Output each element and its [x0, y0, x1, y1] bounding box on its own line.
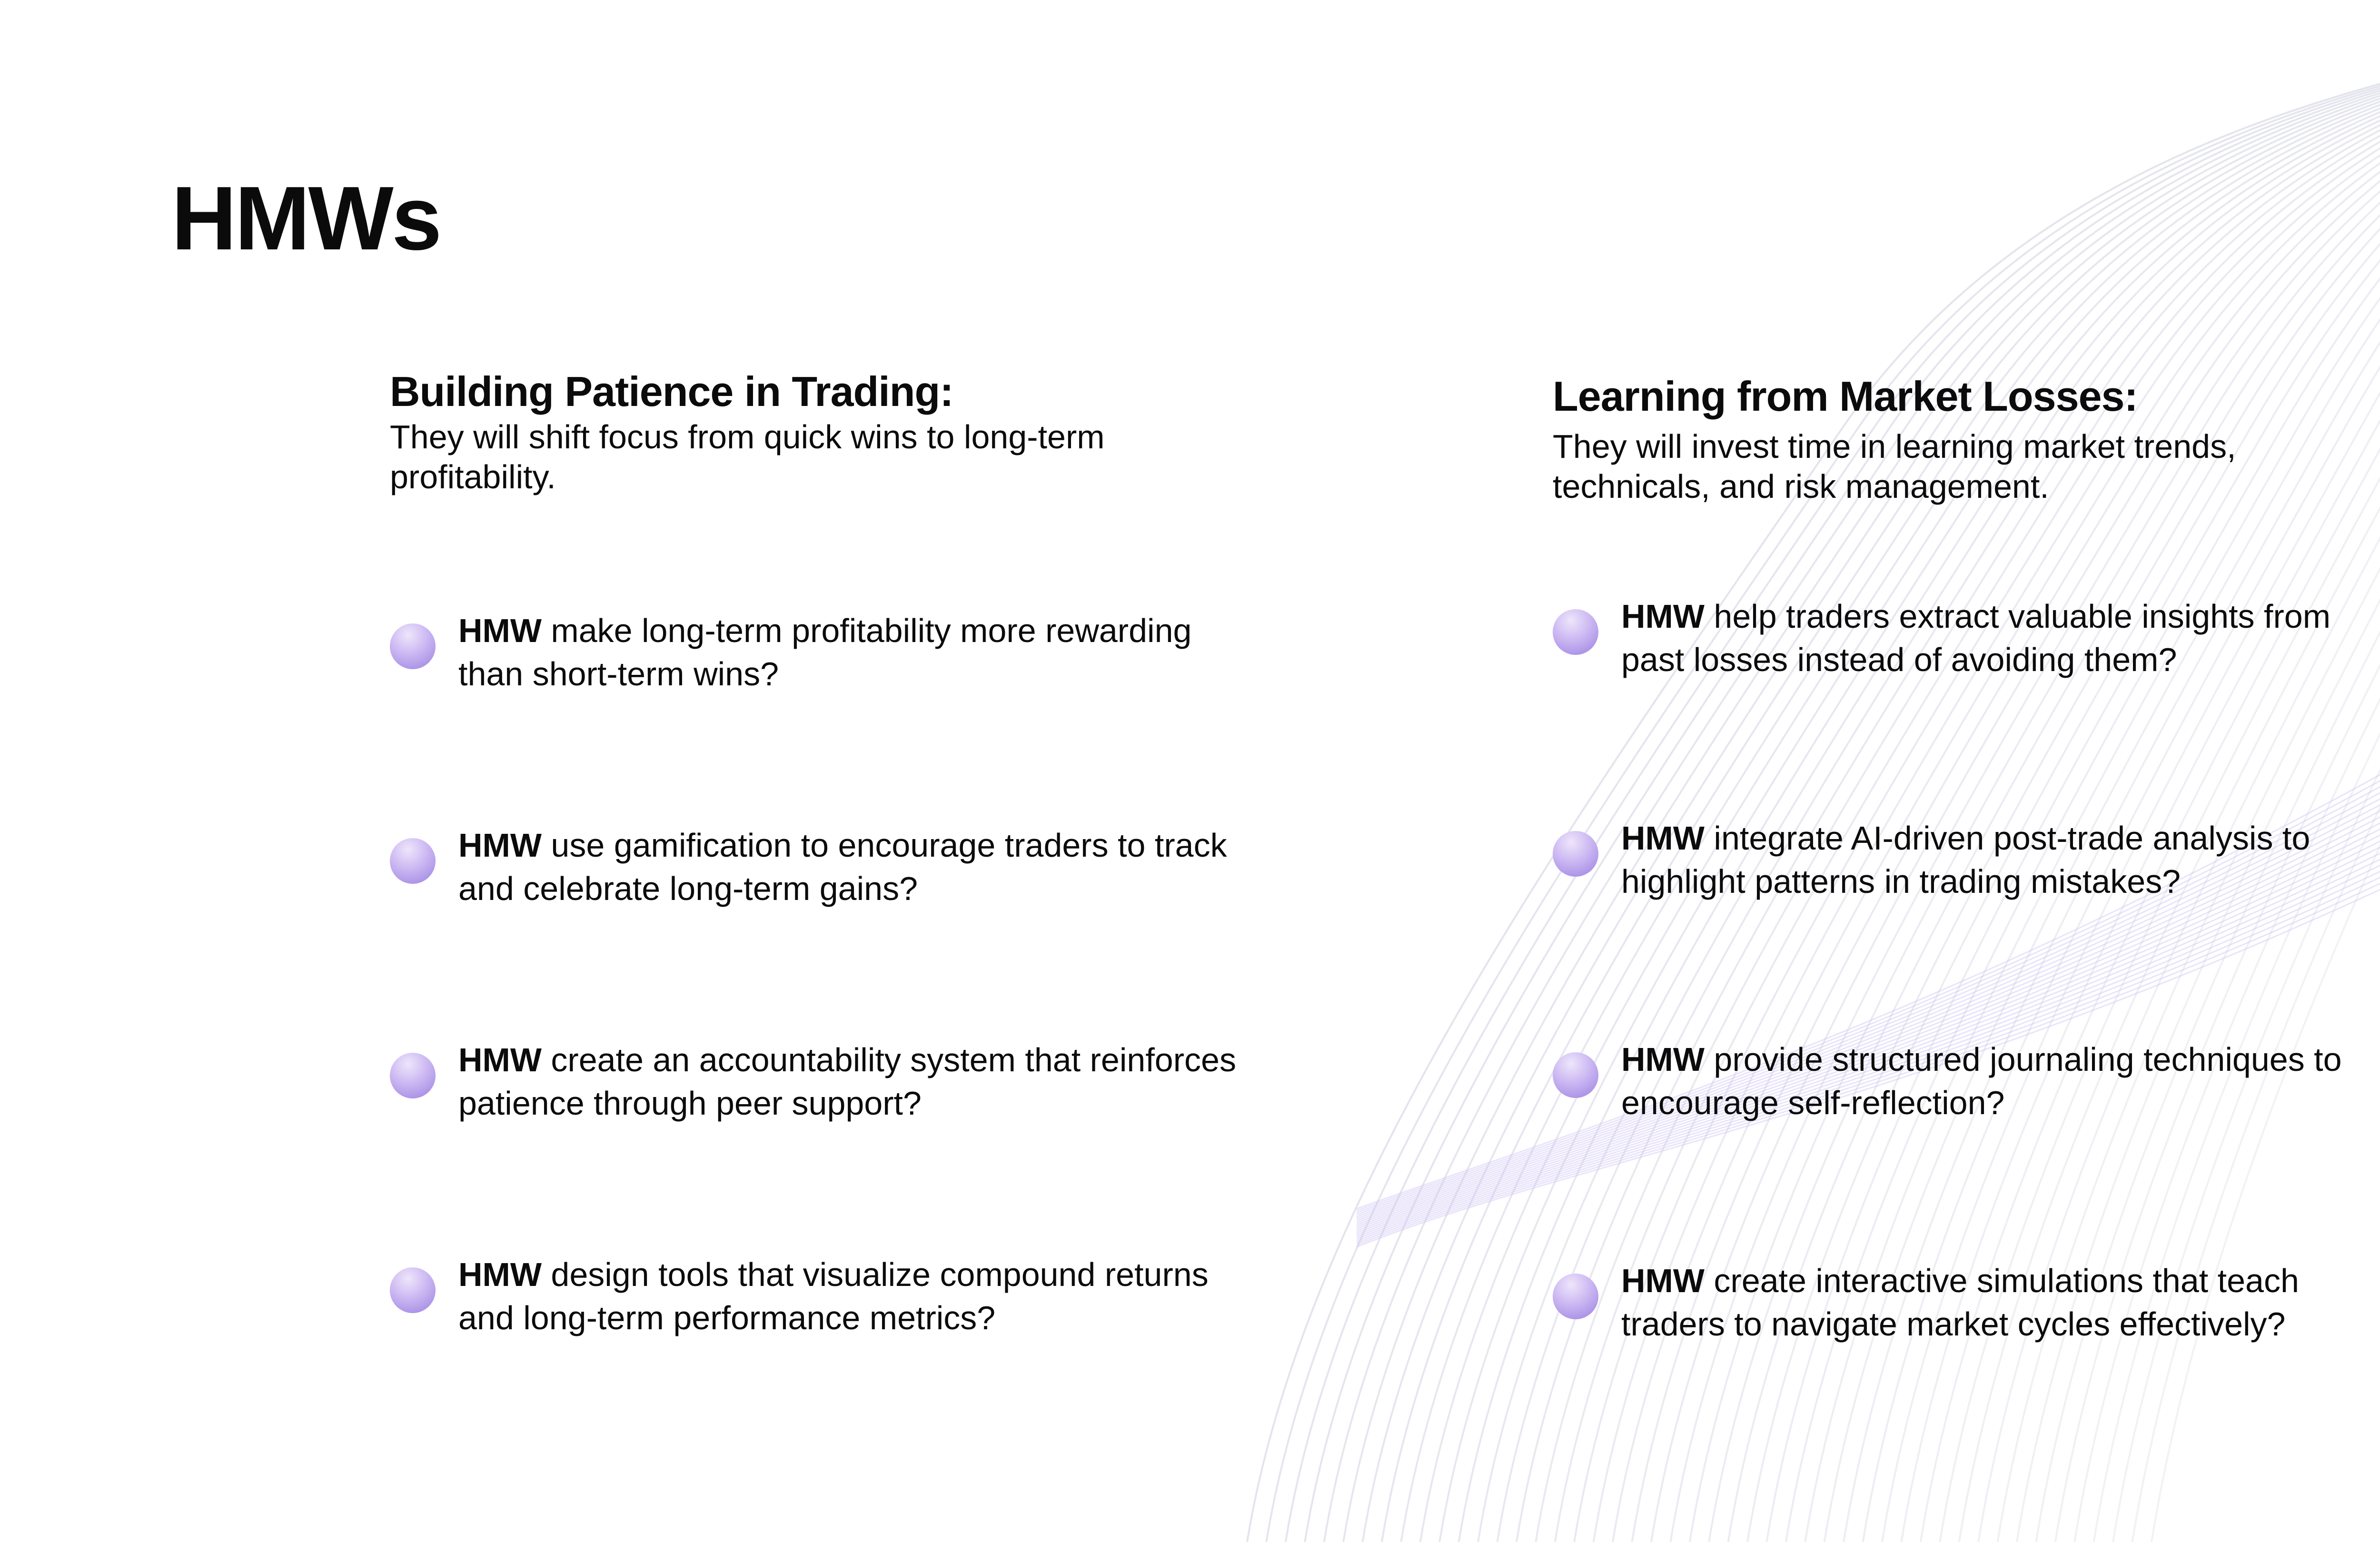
- hmw-prefix: HMW: [1621, 820, 1705, 857]
- section-description: They will shift focus from quick wins to long-term profitability.: [390, 418, 1105, 495]
- hmw-prefix: HMW: [1621, 1041, 1705, 1078]
- bullet-dot: [390, 1053, 436, 1098]
- hmw-question: make long-term profitability more rewarding than short-term wins?: [458, 612, 1192, 692]
- section-heading: Building Patience in Trading:: [390, 368, 953, 415]
- hmw-text: [1621, 817, 2380, 903]
- hmw-text: [458, 1253, 1239, 1340]
- hmw-question: integrate AI-driven post-trade analysis to highlight patterns in trading mistakes?: [1621, 820, 2311, 900]
- hmw-question: use gamification to encourage traders to track and celebrate long-term gains?: [458, 827, 1227, 907]
- hmw-text: [1621, 595, 2380, 682]
- hmw-prefix: HMW: [1621, 598, 1705, 635]
- page-title: HMWs: [171, 168, 440, 269]
- hmw-text: [1621, 1259, 2380, 1346]
- hmw-question: design tools that visualize compound returns and long-term performance metrics?: [458, 1256, 1209, 1336]
- hmw-text: [458, 609, 1239, 696]
- bullet-dot: [390, 1267, 436, 1313]
- bullet-dot: [1553, 1052, 1598, 1098]
- hmw-prefix: HMW: [458, 1041, 542, 1078]
- bullet-dot: [1553, 1274, 1598, 1319]
- hmw-text: [458, 824, 1239, 910]
- hmw-prefix: HMW: [1621, 1262, 1705, 1299]
- bullet-dot: [390, 623, 436, 669]
- hmw-prefix: HMW: [458, 612, 542, 649]
- hmw-text: [1621, 1038, 2380, 1125]
- hmw-question: help traders extract valuable insights from past losses instead of avoiding them?: [1621, 598, 2331, 678]
- hmw-prefix: HMW: [458, 827, 542, 864]
- section-heading: Learning from Market Losses:: [1553, 373, 2138, 420]
- hmw-question: create interactive simulations that teach traders to navigate market cycles effectively?: [1621, 1262, 2299, 1343]
- section-description: They will invest time in learning market trends, technicals, and risk management.: [1553, 428, 2236, 505]
- hmw-question: provide structured journaling techniques to encourage self-reflection?: [1621, 1041, 2342, 1121]
- bullet-dot: [1553, 609, 1598, 655]
- hmw-text: [458, 1038, 1239, 1125]
- hmw-question: create an accountability system that reinforces patience through peer support?: [458, 1041, 1236, 1122]
- bullet-dot: [1553, 831, 1598, 877]
- hmw-prefix: HMW: [458, 1256, 542, 1293]
- bullet-dot: [390, 838, 436, 884]
